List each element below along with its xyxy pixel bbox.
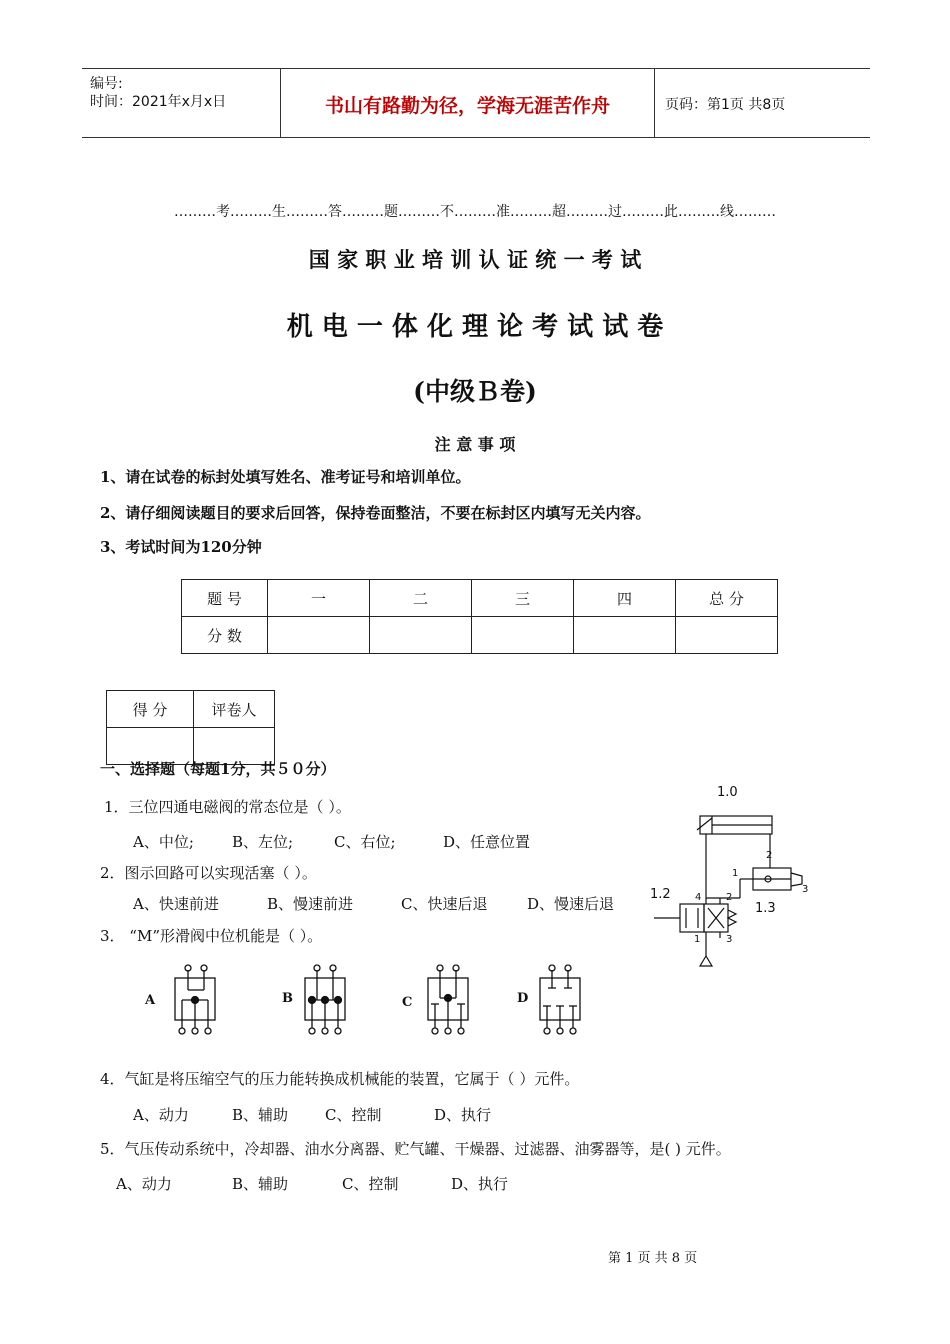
header-motto-cell [281,69,655,137]
score-header: 四 [574,580,676,617]
score-cell[interactable] [574,617,676,654]
score-header: 题 号 [182,580,268,617]
notice-heading: 注 意 事 项 [434,435,516,454]
port-1-b: 1 [732,868,739,879]
valve-label-d: D [517,991,529,1006]
q2-option-b: B、慢速前进 [267,895,354,913]
valve-label-b: B [282,991,293,1006]
motto: 书山有路勤为径，学海无涯苦作舟 [324,95,610,117]
paper-level: (中级Ｂ卷) [413,377,537,406]
question-1: 1．三位四通电磁阀的常态位是（ ）。 [104,798,351,816]
page-info: 页码：第1页 共8页 [665,97,786,113]
q4-option-d: D、执行 [434,1106,492,1124]
question-4: 4．气缸是将压缩空气的压力能转换成机械能的装置，它属于（ ）元件。 [100,1070,580,1088]
grade-table [106,690,275,765]
question-2: 2．图示回路可以实现活塞（ ）。 [100,864,317,882]
header-left-cell [82,69,281,137]
valve-label-a: A [145,993,156,1008]
label-1-0: 1.0 [717,785,738,800]
date-label: 时间：2021年x月x日 [90,94,227,110]
valve-options-diagram [140,960,600,1040]
q2-option-d: D、慢速后退 [527,895,615,913]
q2-option-c: C、快速后退 [401,895,488,913]
exam-title: 国 家 职 业 培 训 认 证 统 一 考 试 [308,247,642,272]
notice-item-1: 1、请在试卷的标封处填写姓名、准考证号和培训单位。 [100,468,471,486]
port-1: 1 [694,934,701,945]
question-5: 5．气压传动系统中，冷却器、油水分离器、贮气罐、干燥器、过滤器、油雾器等，是( ) 元件。 [100,1140,731,1158]
port-4: 4 [695,892,702,903]
score-header: 二 [370,580,472,617]
notice-item-3: 3、考试时间为120分钟 [100,538,262,556]
pneumatic-circuit-diagram [640,778,815,973]
page-header [82,68,870,138]
q1-option-a: A、中位; [133,833,194,851]
q1-option-b: B、左位; [232,833,294,851]
q5-option-a: A、动力 [116,1175,172,1193]
page-footer: 第 1 页 共 8 页 [608,1251,698,1266]
score-cell[interactable] [676,617,778,654]
port-3-b: 3 [802,884,809,895]
q4-option-a: A、动力 [133,1106,189,1124]
q5-option-d: D、执行 [451,1175,509,1193]
q4-option-b: B、辅助 [232,1106,289,1124]
question-3: 3． “M”形滑阀中位机能是（ ）。 [100,927,323,945]
score-table [181,579,778,654]
q1-option-c: C、右位; [334,833,396,851]
port-2: 2 [726,892,733,903]
label-1-2: 1.2 [650,887,671,902]
seal-line: ………考………生………答………题………不………准………超………过………此………线……… [174,204,776,220]
q1-option-d: D、任意位置 [443,833,531,851]
paper-title: 机 电 一 体 化 理 论 考 试 试 卷 [286,312,664,342]
score-header: 三 [472,580,574,617]
notice-item-2: 2、请仔细阅读题目的要求后回答，保持卷面整洁，不要在标封区内填写无关内容。 [100,504,651,522]
port-3: 3 [726,934,733,945]
score-header: 总 分 [676,580,778,617]
score-cell[interactable] [370,617,472,654]
score-header: 一 [268,580,370,617]
grader-label: 评卷人 [194,691,275,728]
serial-label: 编号: [90,76,123,92]
q4-option-c: C、控制 [325,1106,382,1124]
q5-option-b: B、辅助 [232,1175,289,1193]
q5-option-c: C、控制 [342,1175,399,1193]
header-right-cell [655,69,870,137]
valve-label-c: C [402,995,413,1010]
grade-score-label: 得 分 [107,691,194,728]
section-1-heading: 一、选择题（每题1分，共５０分） [100,760,336,778]
score-row-label: 分 数 [182,617,268,654]
port-2-b: 2 [766,850,773,861]
q2-option-a: A、快速前进 [133,895,219,913]
label-1-3: 1.3 [755,901,776,916]
score-cell[interactable] [472,617,574,654]
score-cell[interactable] [268,617,370,654]
